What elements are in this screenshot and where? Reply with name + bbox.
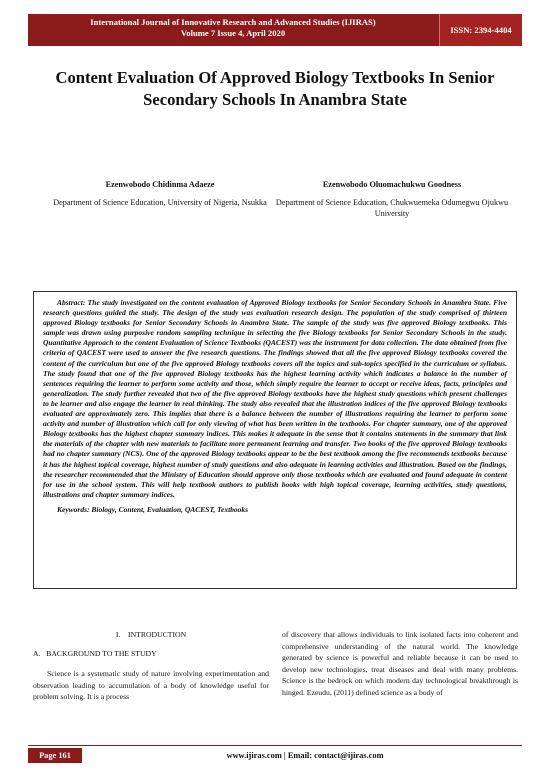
- keywords: [43, 505, 507, 514]
- body-column-left: [33, 629, 269, 703]
- section-heading: I. INTRODUCTION: [115, 630, 187, 639]
- body-column-right: [282, 629, 518, 698]
- subsection-heading: A. BACKGROUND TO THE STUDY: [33, 648, 157, 658]
- author-affiliation: Department of Science Education, University of Nigeria, Nsukka: [53, 197, 267, 207]
- author-block-2: [272, 179, 512, 220]
- author-block-1: [40, 179, 280, 208]
- abstract-label: Abstract:: [57, 298, 86, 307]
- journal-name: International Journal of Innovative Research and Advanced Studies (IJIRAS): [90, 17, 376, 27]
- body-paragraph: of discovery that allows individuals to link isolated facts into coherent and comprehensive understanding of the natural world. The knowledge generated by science is powerful and reliable because it can be used to develop new technologies, treat diseases and deal with many problems. Science is the bedrock on which modern day technological breakthrough is hinged. Ezeudu, (2011) defined science as a body of: [282, 630, 518, 697]
- abstract-text: The study investigated on the content evaluation of Approved Biology textbooks for Senior Secondary Schools in Anambra State. Five research questions guided the study. The design of the study was evaluation research design. The population of the study comprised of thirteen approved Biology textbooks for Senior Secondary Schools in Anambra State. The sample of the study was five approved Biology textbooks. This sample was drawn using purposive random sampling technique in selecting the five Biology textbooks for Senior Secondary Schools in the study. Quantitative Approach to the content Evaluation of Science Textbooks (QACEST) was the instrument for data collection. The data obtained from five criteria of QACEST were used to answer the five research questions. The findings showed that all the five approved Biology textbooks covered the content of the curriculum but one of the five approved Biology textbooks covers all the topics and sub-topics specified in the curriculum or syllabus. The study found that one of the five approved Biology textbooks has the highest learning activity which indicates a balance in the number of sentences requiring the learner to perform some activity and those, which simply require the learner to accept or receive ideas, facts, principles and generalization. The study further revealed that two of the five approved Biology textbooks have the highest study questions which present challenges to be learner and also engage the learner in real thinking. The study also revealed that the illustration indices of the five approved Biology textbooks evaluated are approximately zero. This implies that there is a balance between the number of illustrations requiring the learner to perform some activity and number of illustration which call for only viewing of what has been written in the textbooks. For chapter summary, one of the approved Biology textbooks has the highest chapter summary indices. This makes it adequate in the sense that it contains statements in the summary that link the materials of the chapter with new materials to facilitate more permanent learning and transfer. Two books of the five approved Biology textbooks had no chapter summary (NCS). One of the approved Biology textbooks appear to be the best textbook among the five recommends textbooks because it has the highest topical coverage, highest number of study questions and also adequate in learning activities and illustration. Based on the findings, the researcher recommended that the Ministry of Education should approve only those textbooks which are evaluated and found adequate in content for use in the school system. This will help textbook authors to publish books with high topical coverage, learning activities, study questions, illustrations and chapter summary indices.: [43, 298, 507, 499]
- journal-volume: Volume 7 Issue 4, April 2020: [180, 28, 286, 38]
- abstract-box: [33, 291, 517, 589]
- body-paragraph: Science is a systematic study of nature involving experimentation and observation leading to accumulation of a body of knowledge useful for problem solving. It is a process: [33, 669, 269, 701]
- journal-info: [28, 17, 438, 39]
- page-footer: [28, 745, 522, 764]
- author-name: Ezenwobodo Chidinma Adaeze: [105, 180, 215, 189]
- page-number: Page 161: [28, 748, 82, 763]
- keywords-text: Biology, Content, Evaluation, QACEST, Textbooks: [91, 504, 249, 514]
- author-name: Ezenwobodo Oluomachukwu Goodness: [322, 180, 462, 189]
- issn-badge: ISSN: 2394-4404: [439, 14, 522, 46]
- paper-title: Content Evaluation Of Approved Biology Textbooks In Senior Secondary Schools In Anambra State: [55, 68, 495, 109]
- author-affiliation: Department of Science Education, Chukwuemeka Odumegwu Ojukwu University: [275, 197, 509, 218]
- journal-header: [28, 14, 522, 46]
- footer-contact: www.ijiras.com | Email: contact@ijiras.com: [226, 751, 384, 760]
- abstract: [43, 298, 507, 500]
- keywords-label: Keywords:: [57, 504, 90, 514]
